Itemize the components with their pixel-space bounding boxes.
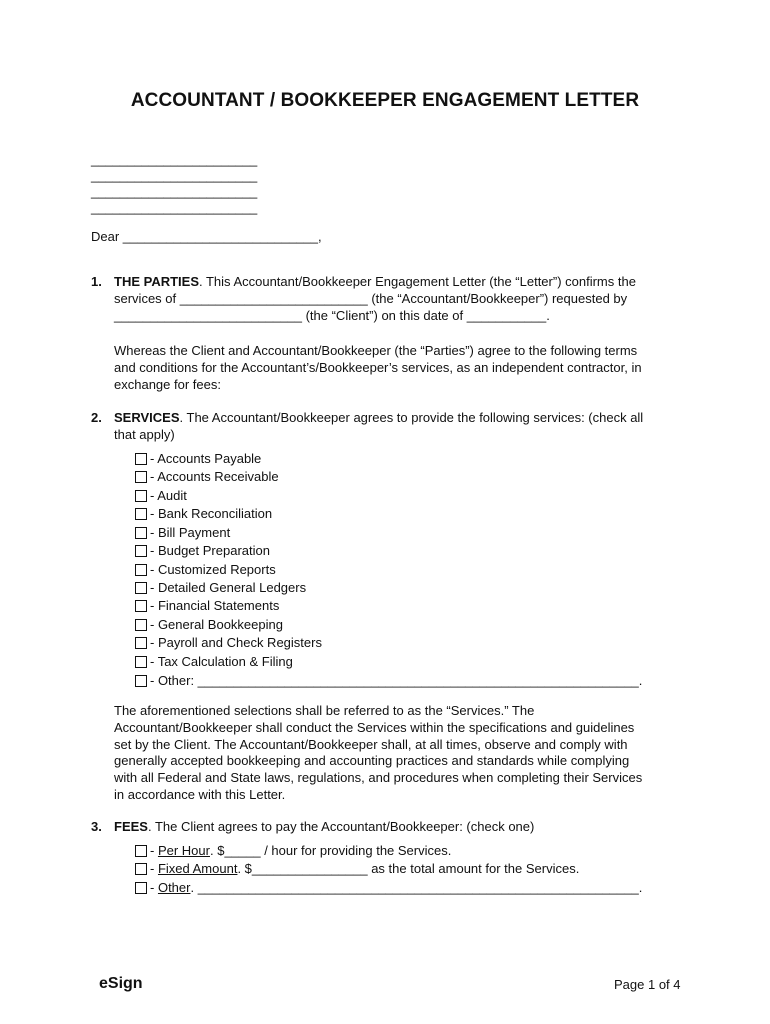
checkbox[interactable]: [135, 637, 147, 649]
service-option-customized-reports: - Customized Reports: [135, 561, 276, 578]
checkbox[interactable]: [135, 471, 147, 483]
services-paragraph-line: The aforementioned selections shall be referred to as the “Services.” The: [114, 703, 535, 718]
section-2-line-2: that apply): [114, 427, 175, 442]
section-2-number: 2.: [91, 410, 102, 425]
checkbox[interactable]: [135, 619, 147, 631]
esign-logo: eSign: [99, 975, 143, 992]
checkbox[interactable]: [135, 453, 147, 465]
service-option-financial-statements: - Financial Statements: [135, 597, 279, 614]
page-number: Page 1 of 4: [614, 977, 681, 992]
address-line: _______________________: [91, 184, 258, 199]
services-paragraph-line: Accountant/Bookkeeper shall conduct the Services within the specifications and guidelines: [114, 720, 635, 735]
service-option-accounts-payable: - Accounts Payable: [135, 450, 261, 467]
checkbox[interactable]: [135, 882, 147, 894]
address-line: _______________________: [91, 168, 258, 183]
whereas-line-2: and conditions for the Accountant’s/Bookkeeper’s services, as an independent contractor, in: [114, 360, 642, 375]
service-option-accounts-receivable: - Accounts Receivable: [135, 468, 279, 485]
checkbox[interactable]: [135, 490, 147, 502]
service-option-bank-reconciliation: - Bank Reconciliation: [135, 505, 272, 522]
section-2-line-1: SERVICES. The Accountant/Bookkeeper agrees to provide the following services: (check all: [114, 410, 644, 425]
whereas-line-1: Whereas the Client and Accountant/Bookkeeper (the “Parties”) agree to the following terms: [114, 343, 638, 358]
section-1-heading: THE PARTIES: [114, 274, 199, 289]
checkbox[interactable]: [135, 675, 147, 687]
address-line: _______________________: [91, 152, 258, 167]
checkbox[interactable]: [135, 845, 147, 857]
section-2-heading: SERVICES: [114, 410, 180, 425]
checkbox[interactable]: [135, 527, 147, 539]
service-option-bill-payment: - Bill Payment: [135, 524, 230, 541]
salutation: Dear ___________________________,: [91, 229, 322, 244]
service-option-tax-calculation-filing: - Tax Calculation & Filing: [135, 653, 293, 670]
fee-option-other: - Other . _____________________________________________________________.: [135, 879, 642, 896]
service-option-budget-preparation: - Budget Preparation: [135, 542, 270, 559]
checkbox[interactable]: [135, 656, 147, 668]
section-3-heading: FEES: [114, 819, 148, 834]
whereas-line-3: exchange for fees:: [114, 377, 221, 392]
services-paragraph-line: set by the Client. The Accountant/Bookkeeper shall, at all times, observe and comply with: [114, 737, 628, 752]
service-option-general-bookkeeping: - General Bookkeeping: [135, 616, 283, 633]
checkbox[interactable]: [135, 564, 147, 576]
service-option-payroll-check-registers: - Payroll and Check Registers: [135, 634, 322, 651]
fee-option-per-hour: - Per Hour . $_____ / hour for providing the Services.: [135, 842, 451, 859]
checkbox[interactable]: [135, 600, 147, 612]
document-title: ACCOUNTANT / BOOKKEEPER ENGAGEMENT LETTER: [130, 90, 640, 111]
service-option-other: - Other: _____________________________________________________________.: [135, 672, 642, 689]
service-option-detailed-general-ledgers: - Detailed General Ledgers: [135, 579, 306, 596]
checkbox[interactable]: [135, 582, 147, 594]
checkbox[interactable]: [135, 863, 147, 875]
checkbox[interactable]: [135, 545, 147, 557]
services-paragraph-line: in accordance with this Letter.: [114, 787, 286, 802]
section-3-line-1: FEES. The Client agrees to pay the Accountant/Bookkeeper: (check one): [114, 819, 535, 834]
services-paragraph-line: with all Federal and State laws, regulations, and procedures when completing their Services: [114, 770, 643, 785]
section-1-line-2: services of __________________________ (the “Accountant/Bookkeeper”) requested by: [114, 291, 628, 306]
address-line: _______________________: [91, 200, 258, 215]
section-3-number: 3.: [91, 819, 102, 834]
checkbox[interactable]: [135, 508, 147, 520]
section-1-line-1: THE PARTIES. This Accountant/Bookkeeper Engagement Letter (the “Letter”) confirms the: [114, 274, 636, 289]
section-1-number: 1.: [91, 274, 102, 289]
section-1-line-3: __________________________ (the “Client”) on this date of ___________.: [114, 308, 550, 323]
services-paragraph-line: generally accepted bookkeeping and accounting practices and standards while complying: [114, 753, 630, 768]
fee-option-fixed-amount: - Fixed Amount . $________________ as the total amount for the Services.: [135, 860, 579, 877]
service-option-audit: - Audit: [135, 487, 187, 504]
